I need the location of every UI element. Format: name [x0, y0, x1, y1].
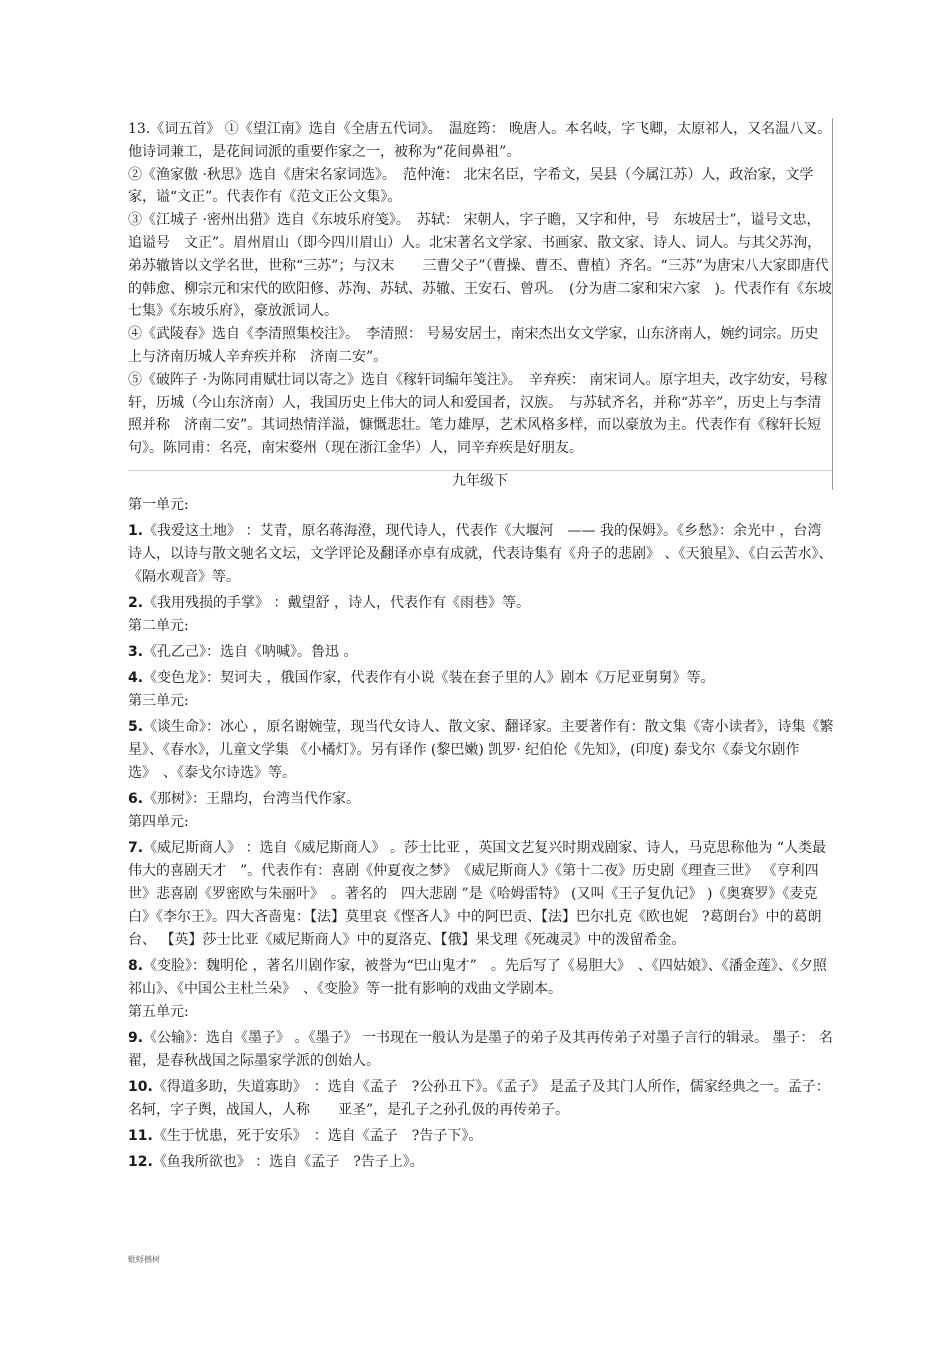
list-item [128, 667, 834, 690]
unit-title: 第二单元: [128, 618, 189, 634]
list-item [128, 592, 834, 615]
item-text: 《我爱这土地》 ：艾青，原名蒋海澄，现代诗人，代表作《大堰河 —— 我的保姆》。《乡愁》：余光中 ，台湾诗人，以诗与散文驰名文坛，文学评论及翻译亦卓有成就，代表诗集有《舟子的悲剧》 、《天狼星》、《白云苦水》、《隔水观音》等。 [128, 523, 833, 585]
item-text: 《那树》：王鼎均，台湾当代作家。 [143, 791, 361, 807]
grade-heading: 九年级下 [452, 473, 508, 489]
list-item [128, 837, 834, 952]
paragraph-pozhenzi: ⑤《破阵子 ·为陈同甫赋壮词以寄之》选自《稼轩词编年笺注》。 辛弃疾： 南宋词人。原字坦夫，改字幼安，号稼轩，历城（今山东济南）人，我国历史上伟大的词人和爱国者，汉族。 与苏轼齐名，并称“苏辛”，历史上与李清照并称 济南二安”。其词热情洋溢，慷慨悲壮。笔力雄厚，艺术风格多样，而以豪放为主。代表作有《稼轩长短句》。陈同甫：名亮，南宋婺州（现在浙江金华）人，同辛弃疾是好朋友。 [128, 371, 828, 457]
item-text: 《公输》：选自《墨子》 。《墨子》 一书现在一般认为是墨子的弟子及其再传弟子对墨子言行的辑录。 墨子： 名翟，是春秋战国之际墨家学派的创始人。 [128, 1030, 833, 1069]
unit-title: 第五单元: [128, 1004, 189, 1020]
list-item [128, 716, 834, 785]
item-number: 1. [128, 523, 144, 539]
paragraph-yujiaao: ②《渔家傲 ·秋思》选自《唐宋名家词选》。 范仲淹： 北宋名臣，字希文，吴县（今属江苏）人，政治家，文学家，谥“文正”。代表作有《范文正公文集》。 [128, 166, 814, 206]
list-item [128, 788, 834, 811]
list-item [128, 1151, 834, 1174]
item-number: 2. [128, 595, 144, 611]
grade9-lower-section [128, 494, 834, 1174]
item-number: 6. [128, 791, 144, 807]
item-number: 12. [128, 1154, 153, 1170]
item-text: 《鱼我所欲也》 ：选自《孟子 ?告子上》。 [152, 1154, 424, 1170]
page-footer: 蚍蜉撼树 [128, 1255, 160, 1264]
item-number: 3. [128, 644, 144, 660]
unit-title: 第三单元: [128, 693, 189, 709]
item-number: 8. [128, 958, 144, 974]
item-text: 《得道多助，失道寡助》 ：选自《孟子 ?公孙丑下》。《孟子》 是孟子及其门人所作，儒家经典之一。孟子：名轲，字子舆，战国人，人称 亚圣”，是孔子之孙孔伋的再传弟子。 [128, 1079, 830, 1118]
item-number: 11. [128, 1128, 153, 1144]
unit-title: 第四单元: [128, 814, 189, 830]
paragraph-jiangchengzi: ③《江城子 ·密州出猎》选自《东坡乐府笺》。 苏轼： 宋朝人，字子瞻，又字和仲，号 东坡居士”，谥号文忠，追谥号 文正”。眉州眉山（即今四川眉山）人。北宋著名文学家、书画家、散文家、诗人、词人。与其父苏洵，弟苏辙皆以文学名世，世称“三苏”；与汉末 三曹父子”（曹操、曹丕、曹植）齐名。“三苏”为唐宋八大家即唐代的韩愈、柳宗元和宋代的欧阳修、苏洵、苏轼、苏辙、王安石、曾巩。 (分为唐二家和宋六家 )。代表作有《东坡七集》《东坡乐府》，豪放派词人。 [128, 212, 832, 320]
item-text: 《变脸》：魏明伦 ，著名川剧作家，被誉为“巴山鬼才” 。先后写了《易胆大》 、《四姑娘》、《潘金莲》、《夕照祁山》、《中国公主杜兰朵》 、《变脸》等一批有影响的戏曲文学剧本。 [128, 958, 827, 997]
list-item [128, 1125, 834, 1148]
item-text: 《威尼斯商人》 ：选自《威尼斯商人》 。莎士比亚 ，英国文艺复兴时期戏剧家、诗人，马克思称他为 “人类最伟大的喜剧天才 ”。代表作有：喜剧《仲夏夜之梦》 《威尼斯商人》《第十二夜》历史剧《理查三世》 《亨利四世》悲喜剧《罗密欧与朱丽叶》 。著名的 四大悲剧 ”是《哈姆雷特》 (又叫《王子复仇记》 )《奥赛罗》《麦克白》《李尔王》。四大吝啬鬼：【法】莫里哀《悭吝人》中的阿巴贡、【法】巴尔扎克《欧也妮 ?葛朗台》中的葛朗台、 【英】莎士比亚《威尼斯商人》中的夏洛克、【俄】果戈理《死魂灵》中的泼留希金。 [128, 840, 827, 948]
item-number: 4. [128, 670, 144, 686]
list-item [128, 520, 834, 589]
item-number: 9. [128, 1030, 144, 1046]
item-text: 《谈生命》：冰心 ，原名谢婉莹，现当代女诗人、散文家、翻译家。主要著作有：散文集《寄小读者》，诗集《繁星》、《春水》，儿童文学集 《小橘灯》。另有译作 (黎巴嫩) 凯罗· 纪伯伦《先知》，(印度) 泰戈尔《泰戈尔剧作选》 、《泰戈尔诗选》等。 [128, 719, 834, 781]
item-text: 《变色龙》：契诃夫 ，俄国作家，代表作有小说《装在套子里的人》剧本《万尼亚舅舅》等。 [143, 670, 715, 686]
paragraph-wulingchun: ④《武陵春》选自《李清照集校注》。 李清照： 号易安居士，南宋杰出女文学家，山东济南人，婉约词宗。历史上与济南历城人辛弃疾并称 济南二安”。 [128, 326, 819, 365]
item-number: 10. [128, 1079, 153, 1095]
item-text: 《孔乙己》：选自《呐喊》。鲁迅 。 [143, 644, 358, 660]
item-text: 《我用残损的手掌》 ：戴望舒 ，诗人，代表作有《雨巷》等。 [143, 595, 530, 611]
list-item [128, 1076, 834, 1122]
unit-title: 第一单元: [128, 497, 189, 513]
item-number: 7. [128, 840, 144, 856]
list-item [128, 1027, 834, 1073]
paragraph-wangjiangnan: 13.《词五首》 ①《望江南》选自《全唐五代词》。 温庭筠： 晚唐人。本名岐，字飞卿，太原祁人，又名温八叉。他诗词兼工，是花间词派的重要作家之一，被称为“花间鼻祖”。 [128, 121, 832, 160]
list-item [128, 955, 834, 1001]
margin-rule [832, 118, 833, 490]
list-item [128, 641, 834, 664]
item-text: 《生于忧患，死于安乐》 ：选自《孟子 ?告子下》。 [152, 1128, 483, 1144]
ci-five-section [128, 118, 832, 460]
item-number: 5. [128, 719, 144, 735]
